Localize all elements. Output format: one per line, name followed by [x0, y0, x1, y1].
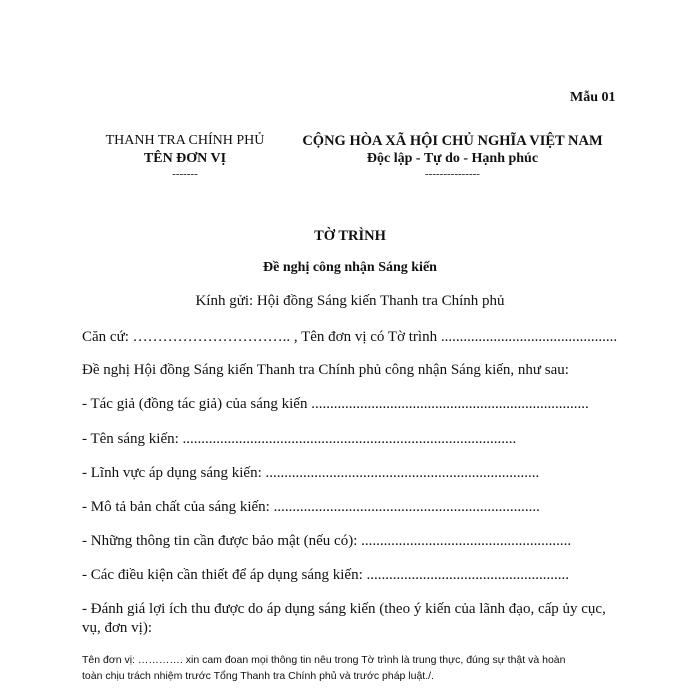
benefit-evaluation-line-2: vụ, đơn vị):: [82, 620, 153, 636]
benefit-evaluation-line: - Đánh giá lợi ích thu được do áp dụng sáng kiến (theo ý kiến của lãnh đạo, cấp ủy cục,: [82, 601, 606, 617]
left-rule: -------: [172, 168, 198, 180]
basis-line: Căn cứ: ………………………….. , Tên đơn vị có Tờ trình ...............................................: [82, 329, 618, 345]
issuing-organization: THANH TRA CHÍNH PHỦ: [105, 133, 265, 148]
author-line: - Tác giả (đồng tác giả) của sáng kiến ..........................................................................: [82, 396, 589, 412]
confidential-info-line: - Những thông tin cần được bảo mật (nếu có): ........................................................: [82, 533, 572, 549]
application-field-line: - Lĩnh vực áp dụng sáng kiến: .........................................................................: [82, 465, 540, 481]
declaration-line-1: Tên đơn vị: …………. xin cam đoan mọi thông tin nêu trong Tờ trình là trung thực, đúng sự thật và hoàn: [82, 654, 566, 666]
declaration-line-2: toàn chịu trách nhiệm trước Tổng Thanh tra Chính phủ và trước pháp luật./.: [82, 670, 434, 682]
document-subtitle: Đề nghị công nhận Sáng kiến: [263, 260, 437, 275]
national-title: CỘNG HÒA XÃ HỘI CHỦ NGHĨA VIỆT NAM: [302, 133, 603, 149]
addressee: Kính gửi: Hội đồng Sáng kiến Thanh tra Chính phủ: [195, 293, 505, 309]
national-motto: Độc lập - Tự do - Hạnh phúc: [366, 151, 539, 166]
header-right: [290, 132, 615, 180]
description-line: - Mô tả bản chất của sáng kiến: .......................................................................: [82, 499, 540, 515]
document-title: TỜ TRÌNH: [314, 228, 386, 244]
conditions-line: - Các điều kiện cần thiết để áp dụng sáng kiến: ......................................................: [82, 567, 569, 583]
unit-name: TÊN ĐƠN VỊ: [143, 151, 227, 166]
form-code: Mẫu 01: [570, 90, 616, 105]
right-rule: ---------------: [425, 168, 480, 180]
initiative-name-line: - Tên sáng kiến: .........................................................................................: [82, 431, 517, 447]
header-left: [80, 132, 290, 180]
request-line: Đề nghị Hội đồng Sáng kiến Thanh tra Chính phủ công nhận Sáng kiến, như sau:: [82, 362, 569, 378]
declaration-footer: [82, 652, 642, 684]
